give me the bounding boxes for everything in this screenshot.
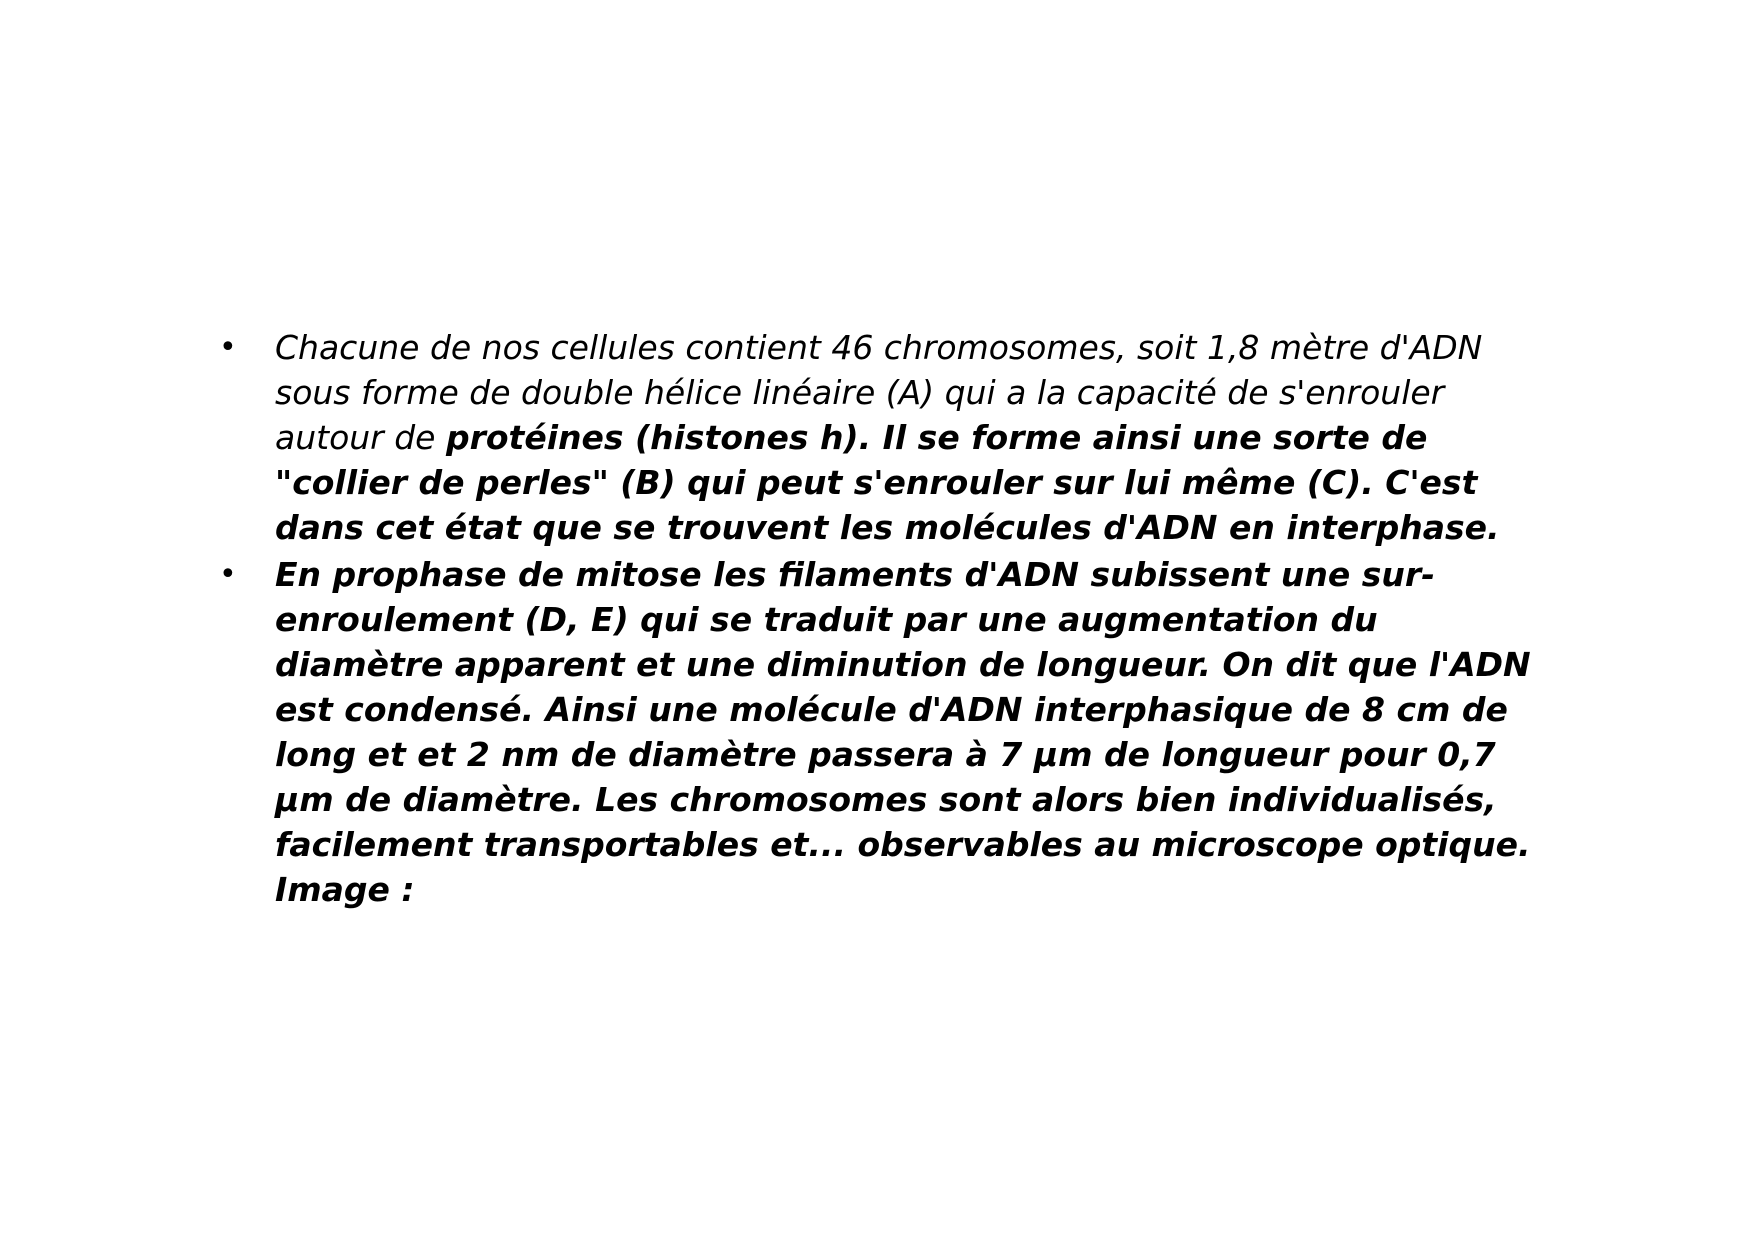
bullet-text-normal: Chacune de nos cellules contient 46 chromosomes, soit 1,8 mètre d'ADN sous forme de double hélice linéaire (A) qui a la capacité de s'enrouler autour de [275,328,1483,457]
bullet-item-prophase [215,552,1555,912]
bullet-marker: • [219,557,237,592]
bullet-marker: • [219,330,237,365]
bullet-item-chromosomes [215,325,1555,550]
bullet-list [215,325,1555,914]
bullet-text-bold: protéines (histones h). Il se forme ainsi une sorte de "collier de perles" (B) qui peut s'enrouler sur lui même (C). C'est dans cet état que se trouvent les molécules d'ADN en interphase. [275,418,1500,547]
bullet-text-bold: En prophase de mitose les filaments d'ADN subissent une sur-enroulement (D, E) qui se traduit par une augmentation du diamètre apparent et une diminution de longueur. On dit que l'ADN est condensé. Ainsi une molécule d'ADN interphasique de 8 cm de long et et 2 nm de diamètre passera à 7 µm de longueur pour 0,7 µm de diamètre. Les chromosomes sont alors bien individualisés, facilement transportables et... observables au microscope optique. Image : [275,555,1531,909]
